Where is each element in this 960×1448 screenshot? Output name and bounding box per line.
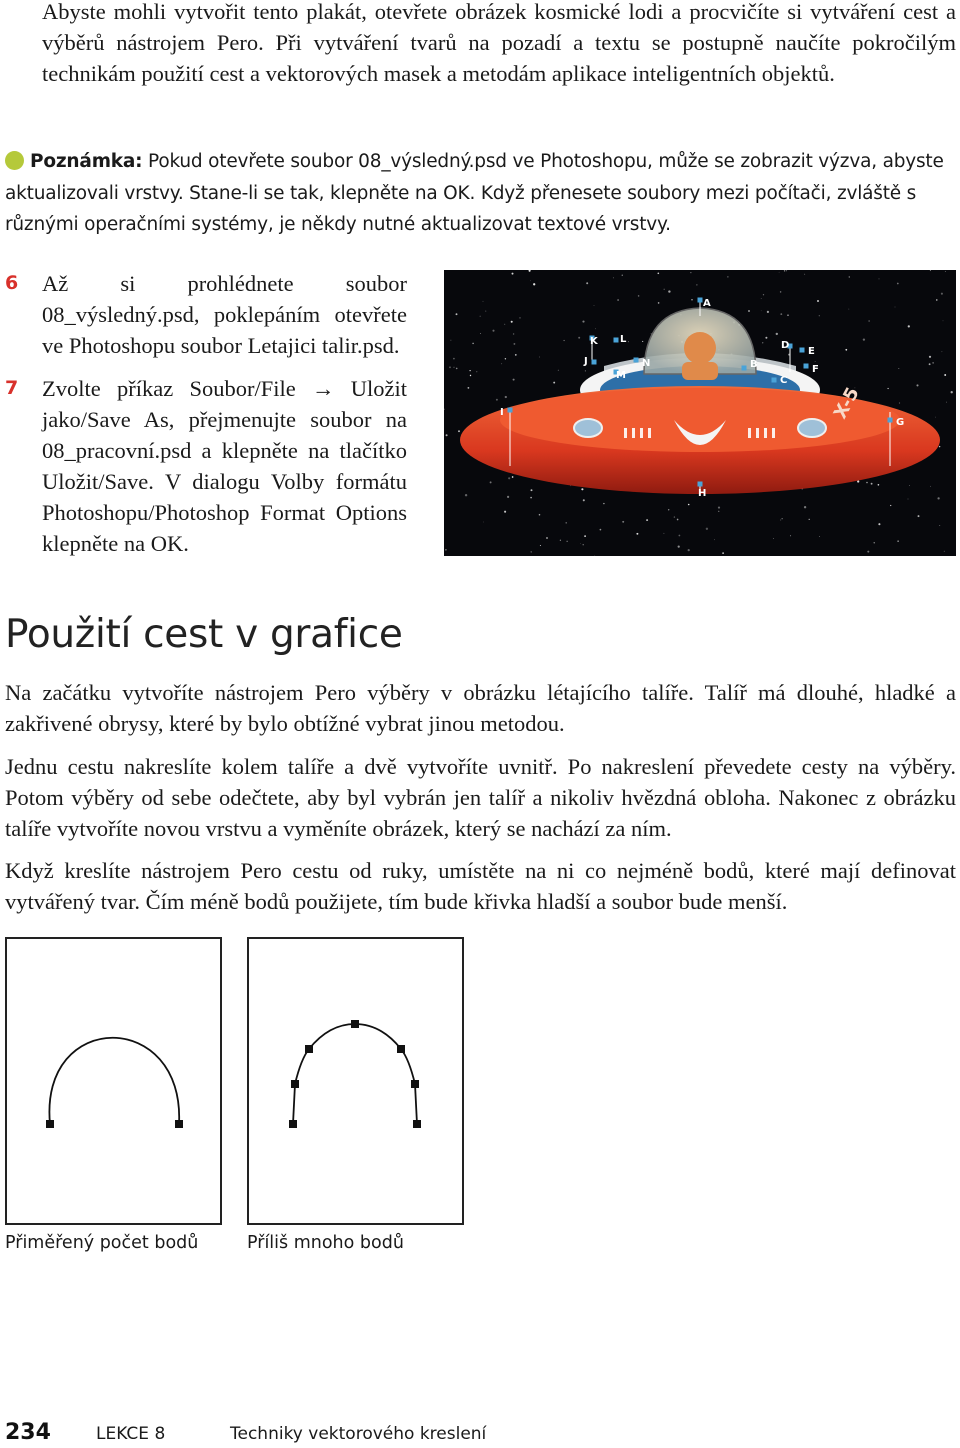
note-box <box>5 146 955 241</box>
chapter-title: Techniky vektorového kreslení <box>230 1424 487 1444</box>
bezier-curve <box>49 1038 179 1124</box>
path-point-marker <box>742 366 747 371</box>
path-point-marker <box>772 378 777 383</box>
path-point-marker <box>614 338 619 343</box>
figure-caption-1: Přiměřený počet bodů <box>5 1233 199 1253</box>
path-point-label: K <box>590 336 598 347</box>
path-point-marker <box>508 408 513 413</box>
path-point-label: A <box>703 298 711 309</box>
path-point-label: G <box>896 417 905 428</box>
ufo-hull-text: X-5 <box>829 383 864 423</box>
curve-few-points-diagram <box>7 939 220 1223</box>
path-point-label: M <box>616 370 626 381</box>
step-number: 6 <box>5 272 19 294</box>
path-point-label: C <box>780 375 788 386</box>
section-heading: Použití cest v grafice <box>5 612 403 657</box>
path-point-label: E <box>808 346 815 357</box>
path-point-marker <box>592 360 597 365</box>
step-number: 7 <box>5 377 19 399</box>
path-point-marker <box>698 298 703 303</box>
note-text: Pokud otevřete soubor 08_výsledný.psd ve Photoshopu, může se zobrazit výzva, abyste aktualizovali vrstvy. Stane-li se tak, klepněte na OK. Když přenesete soubory mezi počítači, zvláště s různými operačními systémy, je někdy nutné aktualizovat textové vrstvy. <box>5 151 944 235</box>
path-point-label: D <box>781 340 790 351</box>
path-point-label: I <box>500 407 504 418</box>
path-point-label: B <box>750 359 758 370</box>
path-point-marker <box>698 482 703 487</box>
anchor-point <box>397 1045 405 1053</box>
path-point-marker <box>634 358 639 363</box>
step-text: Až si prohlédnete soubor 08_výsledný.psd, poklepáním otevřete ve Photoshopu soubor Letajici talir.psd. <box>42 271 407 358</box>
path-point-label: J <box>584 356 588 367</box>
anchor-point <box>413 1120 421 1128</box>
anchor-point <box>175 1120 183 1128</box>
anchor-point <box>46 1120 54 1128</box>
ufo-pilot <box>684 332 716 364</box>
path-point-label: F <box>812 364 819 375</box>
anchor-point <box>305 1045 313 1053</box>
path-point-label: L <box>620 334 627 345</box>
note-label: Poznámka: <box>30 151 143 172</box>
anchor-point <box>411 1080 419 1088</box>
body-paragraph-2: Jednu cestu nakreslíte kolem talíře a dvě vytvoříte uvnitř. Po nakreslení převedete cesty na výběry. Potom výběry od sebe odečtete, aby byl vybrán jen talíř a nikoliv hvězdná obloha. Nakonec z obrázku talíře vytvoříte novou vrstvu a vyměníte obrázek, který se nachází za ním. <box>5 754 956 841</box>
lesson-label: LEKCE 8 <box>96 1424 166 1444</box>
curve-many-points-diagram <box>249 939 462 1223</box>
path-point-marker <box>800 348 805 353</box>
figure-caption-2: Příliš mnoho bodů <box>247 1233 404 1253</box>
figure-many-points <box>247 937 464 1225</box>
path-point-label: H <box>698 488 707 499</box>
note-bullet-icon <box>5 151 24 170</box>
bezier-curve <box>293 1024 417 1124</box>
anchor-point <box>291 1080 299 1088</box>
anchor-point <box>351 1020 359 1028</box>
ufo-image <box>444 270 956 556</box>
page-footer <box>5 1420 955 1448</box>
figure-few-points <box>5 937 222 1225</box>
page-number: 234 <box>5 1420 51 1445</box>
path-point-marker <box>804 364 809 369</box>
step-6 <box>5 268 407 361</box>
ufo-porthole <box>574 419 602 437</box>
path-point-marker <box>888 418 893 423</box>
step-7 <box>5 373 407 559</box>
body-paragraph-1: Na začátku vytvoříte nástrojem Pero výběry v obrázku létajícího talíře. Talíř má dlouhé, hladké a zakřivené obrysy, které by bylo obtížné vybrat jinou metodou. <box>5 680 956 736</box>
anchor-point <box>289 1120 297 1128</box>
intro-paragraph: Abyste mohli vytvořit tento plakát, otevřete obrázek kosmické lodi a procvičíte si vytváření cest a výběrů nástrojem Pero. Při vytváření tvarů na pozadí a textu se postupně naučíte pokročilým technikám použití cest a vektorových masek a metodám aplikace inteligentních objektů. <box>42 0 956 86</box>
path-point-label: N <box>642 358 651 369</box>
body-paragraph-3: Když kreslíte nástrojem Pero cestu od ruky, umístěte na ni co nejméně bodů, které mají definovat vytvářený tvar. Čím méně bodů použijete, tím bude křivka hladší a soubor bude menší. <box>5 858 956 914</box>
step-text: Zvolte příkaz Soubor/File → Uložit jako/Save As, přejmenujte soubor na 08_pracovní.psd a klepněte na tlačítko Uložit/Save. V dialogu Volby formátu Photoshopu/Photoshop Format Options klepněte na OK. <box>42 376 407 556</box>
ufo-porthole <box>798 419 826 437</box>
